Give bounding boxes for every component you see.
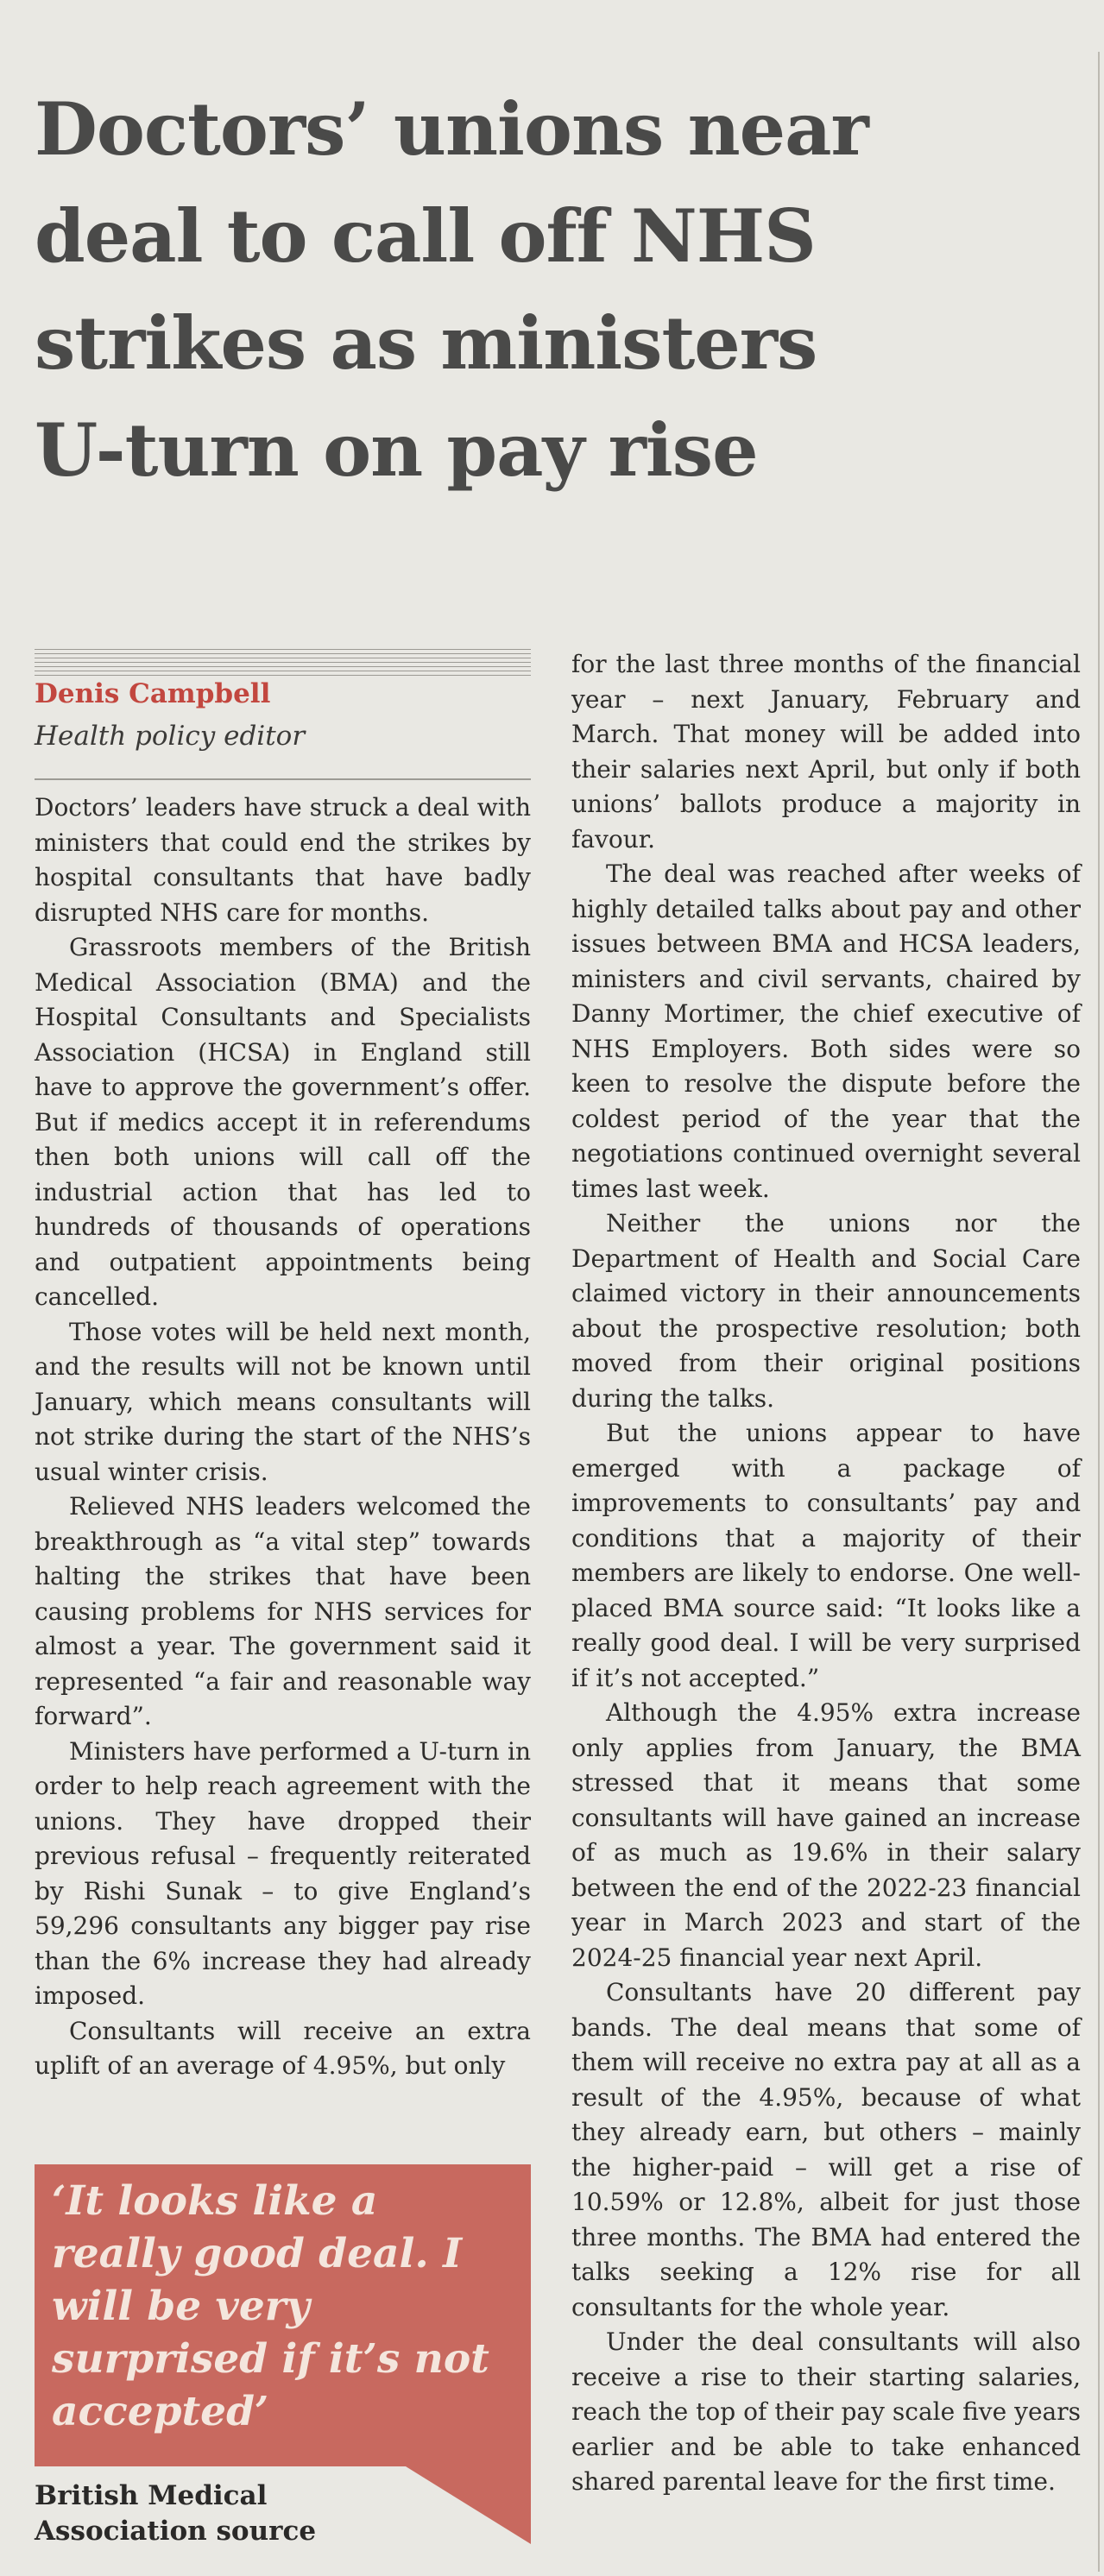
paragraph: Relieved NHS leaders welcomed the breakthrough as “a vital step” towards halting the strikes that have been causing problems for NHS services for almost a year. The government said it represented “a fair and reasonable way forward”. [35, 1492, 531, 1730]
headline [35, 76, 1070, 504]
article-column-left [35, 790, 531, 2084]
paragraph: Neither the unions nor the Department of Health and Social Care claimed victory in their announcements about the prospective resolution; both moved from their original positions during the talks. [571, 1209, 1081, 1413]
headline-line: deal to call off NHS [35, 193, 816, 279]
headline-line: U-turn on pay rise [35, 407, 758, 493]
byline-divider [35, 778, 531, 780]
paragraph: Although the 4.95% extra increase only applies from January, the BMA stressed that it means that some consultants will have gained an increase of as much as 19.6% in their salary between the end of the 2022-23 financial year in March 2023 and start of the 2024-25 financial year next April. [571, 1698, 1081, 1972]
paragraph: Grassroots members of the British Medical Association (BMA) and the Hospital Consultants and Specialists Association (HCSA) in England still have to approve the government’s offer. But if medics accept it in referendums then both unions will call off the industrial action that has led to hundreds of thousands of operations and outpatient appointments being cancelled. [35, 933, 531, 1311]
paragraph: Those votes will be held next month, and the results will not be known until January, which means consultants will not strike during the start of the NHS’s usual winter crisis. [35, 1317, 531, 1486]
byline-role: Health policy editor [35, 721, 306, 752]
article-column-right [571, 647, 1081, 2500]
pullquote-tail [406, 2466, 531, 2544]
pullquote-source: British Medical Association source [35, 2480, 317, 2547]
headline-line: strikes as ministers [35, 300, 817, 386]
paragraph: Consultants have 20 different pay bands. The deal means that some of them will receive no extra pay at all as a result of the 4.95%, because of what they already earn, but others – mainly the higher-paid – will get a rise of 10.59% or 12.8%, albeit for just those three months. The BMA had entered the talks seeking a 12% rise for all consultants for the whole year. [571, 1978, 1081, 2321]
paragraph: Under the deal consultants will also receive a rise to their starting salaries, reach the top of their pay scale five years earlier and be able to take enhanced shared parental leave for the first time. [571, 2327, 1081, 2496]
paragraph: Doctors’ leaders have struck a deal with ministers that could end the strikes by hospital consultants that have badly disrupted NHS care for months. [35, 793, 531, 927]
headline-line: Doctors’ unions near [35, 86, 868, 172]
paragraph: Ministers have performed a U-turn in order to help reach agreement with the unions. They have dropped their previous refusal – frequently reiterated by Rishi Sunak – to give England’s 59,296 consultants any bigger pay rise than the 6% increase they had already imposed. [35, 1736, 531, 2010]
pullquote-text: ‘It looks like a really good deal. I will be very surprised if it’s not accepted’ [52, 2177, 489, 2435]
paragraph: The deal was reached after weeks of highly detailed talks about pay and other issues between BMA and HCSA leaders, ministers and civil servants, chaired by Danny Mortimer, the chief executive of NHS Employers. Both sides were so keen to resolve the dispute before the coldest period of the year that the negotiations continued overnight several times last week. [571, 860, 1081, 1203]
column-rule [1098, 52, 1100, 2572]
byline-rules [35, 649, 531, 677]
paragraph: Consultants will receive an extra uplift of an average of 4.95%, but only [35, 2016, 531, 2080]
paragraph: But the unions appear to have emerged with a package of improvements to consultants’ pay and conditions that a majority of their members are likely to endorse. One well-placed BMA source said: “It looks like a really good deal. I will be very surprised if it’s not accepted.” [571, 1419, 1081, 1692]
byline-author: Denis Campbell [35, 678, 271, 709]
paragraph: for the last three months of the financial year – next January, February and March. That money will be added into their salaries next April, but only if both unions’ ballots produce a majority in favour. [571, 650, 1081, 853]
